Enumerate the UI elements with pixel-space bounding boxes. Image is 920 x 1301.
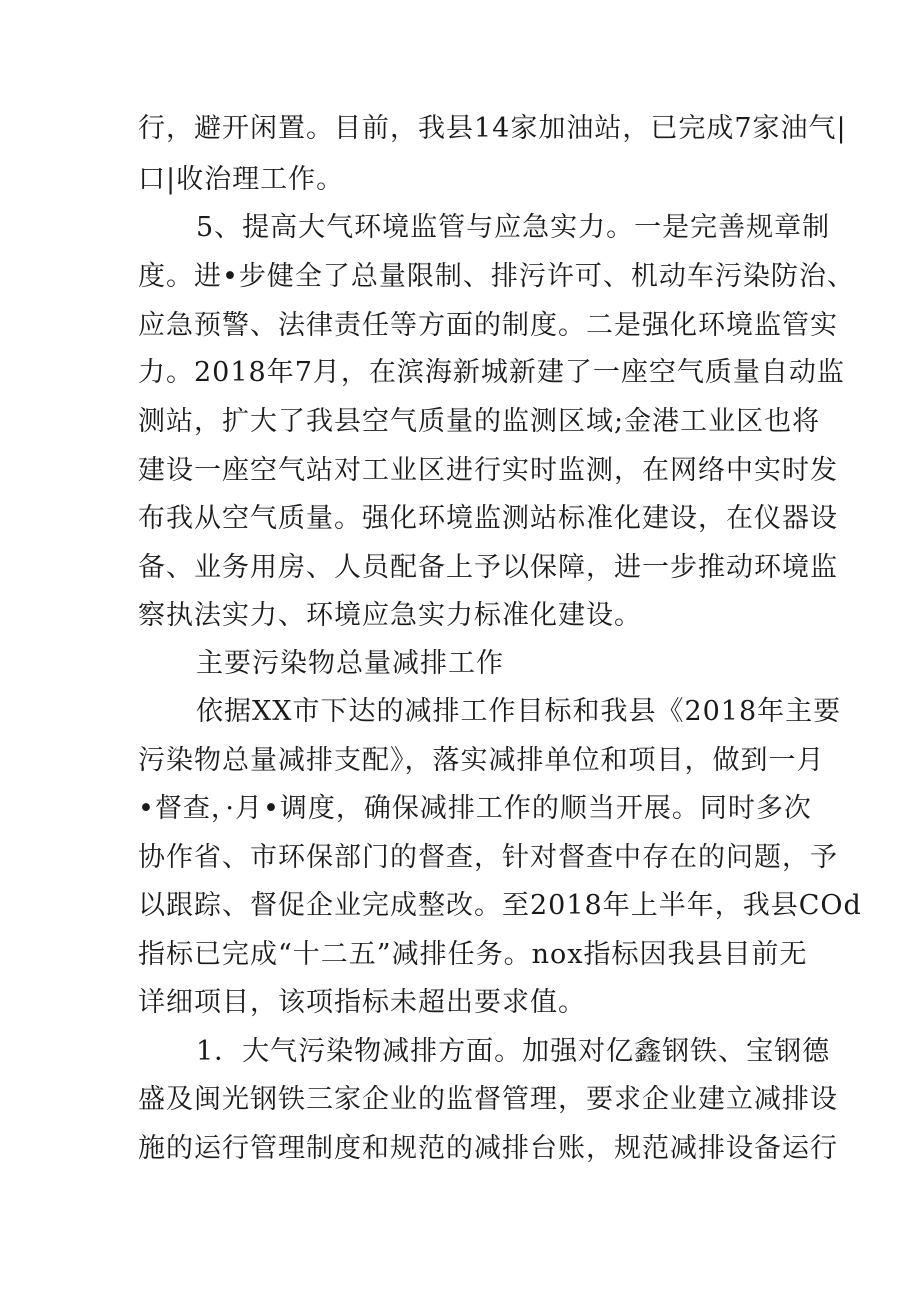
text-line: 备、业务用房、人员配备上予以保障，进一步推动环境监 bbox=[138, 552, 838, 583]
text-line: 测站，扩大了我县空气质量的监测区域;金港工业区也将 bbox=[138, 406, 821, 437]
text-line: 应急预警、法律责任等方面的制度。二是强化环境监管实 bbox=[138, 310, 838, 341]
text-line: 污染物总量减排支配》，落实减排单位和项目，做到一月 bbox=[138, 745, 825, 776]
text-line: 盛及闽光钢铁三家企业的监督管理，要求企业建立减排设 bbox=[138, 1084, 838, 1115]
paragraph-heading: 5、提高大气环境监管与应急实力。一是完善规章制 bbox=[196, 212, 831, 243]
section-heading: 主要污染物总量减排工作 bbox=[196, 648, 504, 679]
text-line: 布我从空气质量。强化环境监测站标准化建设，在仪器设 bbox=[138, 503, 838, 534]
text-line: 指标已完成“十二五”减排任务。nox指标因我县目前无 bbox=[138, 939, 808, 970]
text-line: 度。进•步健全了总量限制、排污许可、机动车污染防治、 bbox=[138, 261, 855, 292]
text-line: 以跟踪、督促企业完成整改。至2018年上半年，我县COd bbox=[138, 890, 862, 921]
text-line: 协作省、市环保部门的督查，针对督查中存在的问题，予 bbox=[138, 842, 838, 873]
text-line: 施的运行管理制度和规范的减排台账，规范减排设备运行 bbox=[138, 1133, 838, 1164]
paragraph-start: 依据XX市下达的减排工作目标和我县《2018年主要 bbox=[196, 696, 842, 727]
text-line: •督查，·月•调度，确保减排工作的顺当开展。同时多次 bbox=[138, 793, 812, 824]
paragraph-heading: 1．大气污染物减排方面。加强对亿鑫钢铁、宝钢德 bbox=[196, 1036, 831, 1067]
text-line: 建设一座空气站对工业区进行实时监测，在网络中实时发 bbox=[138, 455, 838, 486]
text-line: 详细项目，该项指标未超出要求值。 bbox=[138, 987, 586, 1018]
text-line: 力。2018年7月，在滨海新城新建了一座空气质量自动监 bbox=[138, 357, 845, 388]
text-line: 察执法实力、环境应急实力标准化建设。 bbox=[138, 600, 642, 631]
text-line: 行，避开闲置。目前，我县14家加油站，已完成7家油气| bbox=[138, 113, 847, 144]
text-line: 口|收治理工作。 bbox=[138, 164, 345, 195]
